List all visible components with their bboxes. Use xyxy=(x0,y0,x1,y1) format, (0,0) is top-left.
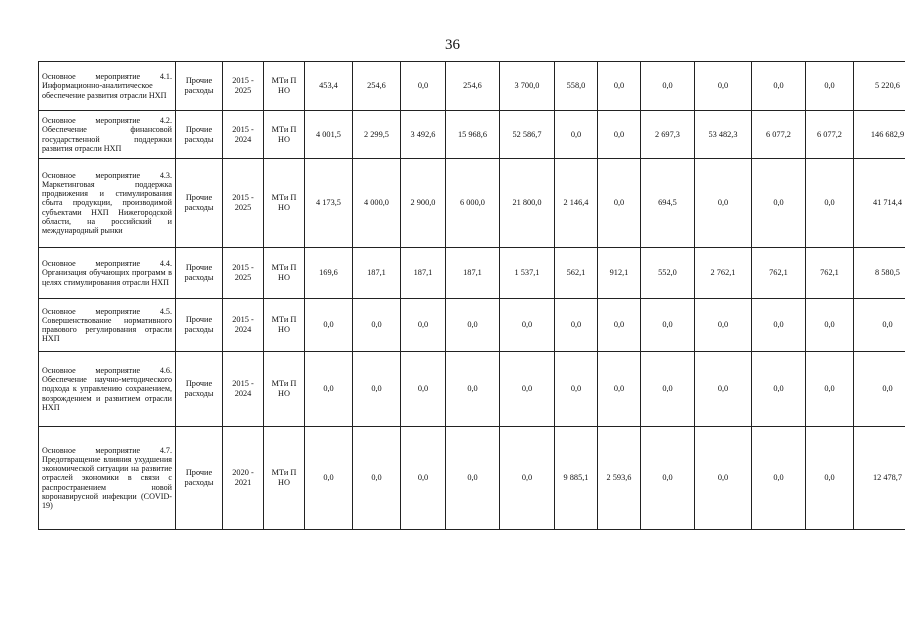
year-value-cell: 0,0 xyxy=(752,159,806,248)
expense-type-cell: Прочие расходы xyxy=(176,352,223,427)
activity-description: Основное мероприятие 4.7. Предотвращение влияния ухудшения экономической ситуации на развитие отраслей экономики в связи с распространением новой коронавирусной инфекции (COVID-19) xyxy=(39,427,176,530)
total-value-cell: 146 682,9 xyxy=(854,111,905,159)
year-value-cell: 0,0 xyxy=(353,299,401,352)
year-value-cell: 694,5 xyxy=(641,159,695,248)
year-value-cell: 562,1 xyxy=(555,248,598,299)
total-value-cell: 41 714,4 xyxy=(854,159,905,248)
executor-cell: МТи П НО xyxy=(264,111,305,159)
year-value-cell: 0,0 xyxy=(555,111,598,159)
year-value-cell: 21 800,0 xyxy=(500,159,555,248)
year-value-cell: 0,0 xyxy=(446,352,500,427)
year-value-cell: 0,0 xyxy=(598,159,641,248)
year-value-cell: 0,0 xyxy=(598,62,641,111)
expense-type-cell: Прочие расходы xyxy=(176,159,223,248)
year-value-cell: 0,0 xyxy=(500,352,555,427)
year-value-cell: 0,0 xyxy=(752,62,806,111)
year-value-cell: 0,0 xyxy=(641,62,695,111)
year-value-cell: 254,6 xyxy=(446,62,500,111)
year-value-cell: 15 968,6 xyxy=(446,111,500,159)
year-value-cell: 0,0 xyxy=(500,299,555,352)
year-value-cell: 0,0 xyxy=(401,299,446,352)
year-value-cell: 0,0 xyxy=(446,299,500,352)
year-value-cell: 912,1 xyxy=(598,248,641,299)
year-value-cell: 453,4 xyxy=(305,62,353,111)
year-value-cell: 6 000,0 xyxy=(446,159,500,248)
year-value-cell: 0,0 xyxy=(555,352,598,427)
year-value-cell: 6 077,2 xyxy=(752,111,806,159)
year-value-cell: 0,0 xyxy=(598,299,641,352)
expense-type-cell: Прочие расходы xyxy=(176,248,223,299)
table-row xyxy=(39,159,905,248)
year-value-cell: 53 482,3 xyxy=(695,111,752,159)
page-number: 36 xyxy=(445,37,460,53)
year-value-cell: 0,0 xyxy=(598,111,641,159)
year-value-cell: 0,0 xyxy=(353,352,401,427)
year-value-cell: 1 537,1 xyxy=(500,248,555,299)
year-value-cell: 187,1 xyxy=(353,248,401,299)
year-value-cell: 0,0 xyxy=(305,299,353,352)
year-value-cell: 0,0 xyxy=(641,299,695,352)
year-value-cell: 187,1 xyxy=(401,248,446,299)
total-value-cell: 12 478,7 xyxy=(854,427,905,530)
activity-description: Основное мероприятие 4.2. Обеспечение финансовой государственной поддержки развития отрасли НХП xyxy=(39,111,176,159)
year-value-cell: 762,1 xyxy=(752,248,806,299)
year-value-cell: 0,0 xyxy=(695,427,752,530)
year-value-cell: 0,0 xyxy=(446,427,500,530)
year-value-cell: 0,0 xyxy=(305,352,353,427)
period-cell: 2020 - 2021 xyxy=(223,427,264,530)
table-row xyxy=(39,352,905,427)
executor-cell: МТи П НО xyxy=(264,62,305,111)
year-value-cell: 0,0 xyxy=(641,352,695,427)
year-value-cell: 187,1 xyxy=(446,248,500,299)
executor-cell: МТи П НО xyxy=(264,299,305,352)
year-value-cell: 4 001,5 xyxy=(305,111,353,159)
year-value-cell: 0,0 xyxy=(695,159,752,248)
activity-description: Основное мероприятие 4.5. Совершенствование нормативного правового регулирования отрасли НХП xyxy=(39,299,176,352)
period-cell: 2015 - 2024 xyxy=(223,299,264,352)
year-value-cell: 0,0 xyxy=(806,62,854,111)
table-row xyxy=(39,111,905,159)
activity-description: Основное мероприятие 4.6. Обеспечение научно-методического подхода к управлению сохранением, возрождением и развитием отрасли НХП xyxy=(39,352,176,427)
year-value-cell: 0,0 xyxy=(401,62,446,111)
year-value-cell: 0,0 xyxy=(641,427,695,530)
year-value-cell: 762,1 xyxy=(806,248,854,299)
activity-description: Основное мероприятие 4.3. Маркетинговая поддержка продвижения и стимулирования сбыта продукции, производимой субъектами НХП Нижегородской области, на российский и международный рынки xyxy=(39,159,176,248)
expense-type-cell: Прочие расходы xyxy=(176,427,223,530)
year-value-cell: 2 299,5 xyxy=(353,111,401,159)
year-value-cell: 0,0 xyxy=(806,299,854,352)
year-value-cell: 0,0 xyxy=(353,427,401,530)
period-cell: 2015 - 2025 xyxy=(223,248,264,299)
year-value-cell: 0,0 xyxy=(752,299,806,352)
total-value-cell: 0,0 xyxy=(854,352,905,427)
year-value-cell: 2 593,6 xyxy=(598,427,641,530)
year-value-cell: 3 492,6 xyxy=(401,111,446,159)
year-value-cell: 0,0 xyxy=(806,427,854,530)
year-value-cell: 0,0 xyxy=(695,352,752,427)
year-value-cell: 0,0 xyxy=(401,352,446,427)
year-value-cell: 169,6 xyxy=(305,248,353,299)
budget-table xyxy=(38,61,905,530)
total-value-cell: 5 220,6 xyxy=(854,62,905,111)
year-value-cell: 0,0 xyxy=(598,352,641,427)
year-value-cell: 4 173,5 xyxy=(305,159,353,248)
year-value-cell: 0,0 xyxy=(695,299,752,352)
table-row xyxy=(39,62,905,111)
year-value-cell: 552,0 xyxy=(641,248,695,299)
year-value-cell: 6 077,2 xyxy=(806,111,854,159)
year-value-cell: 0,0 xyxy=(555,299,598,352)
year-value-cell: 3 700,0 xyxy=(500,62,555,111)
activity-description: Основное мероприятие 4.4. Организация обучающих программ в целях стимулирования отрасли НХП xyxy=(39,248,176,299)
executor-cell: МТи П НО xyxy=(264,248,305,299)
year-value-cell: 0,0 xyxy=(806,352,854,427)
executor-cell: МТи П НО xyxy=(264,159,305,248)
table-body xyxy=(39,62,905,530)
period-cell: 2015 - 2024 xyxy=(223,111,264,159)
executor-cell: МТи П НО xyxy=(264,427,305,530)
total-value-cell: 8 580,5 xyxy=(854,248,905,299)
total-value-cell: 0,0 xyxy=(854,299,905,352)
year-value-cell: 2 900,0 xyxy=(401,159,446,248)
year-value-cell: 4 000,0 xyxy=(353,159,401,248)
period-cell: 2015 - 2025 xyxy=(223,159,264,248)
year-value-cell: 558,0 xyxy=(555,62,598,111)
period-cell: 2015 - 2024 xyxy=(223,352,264,427)
table-row xyxy=(39,248,905,299)
year-value-cell: 0,0 xyxy=(695,62,752,111)
year-value-cell: 52 586,7 xyxy=(500,111,555,159)
expense-type-cell: Прочие расходы xyxy=(176,299,223,352)
expense-type-cell: Прочие расходы xyxy=(176,62,223,111)
year-value-cell: 2 146,4 xyxy=(555,159,598,248)
year-value-cell: 9 885,1 xyxy=(555,427,598,530)
year-value-cell: 0,0 xyxy=(752,427,806,530)
year-value-cell: 0,0 xyxy=(401,427,446,530)
year-value-cell: 2 762,1 xyxy=(695,248,752,299)
year-value-cell: 0,0 xyxy=(305,427,353,530)
period-cell: 2015 - 2025 xyxy=(223,62,264,111)
year-value-cell: 0,0 xyxy=(752,352,806,427)
year-value-cell: 0,0 xyxy=(500,427,555,530)
executor-cell: МТи П НО xyxy=(264,352,305,427)
year-value-cell: 2 697,3 xyxy=(641,111,695,159)
expense-type-cell: Прочие расходы xyxy=(176,111,223,159)
table-row xyxy=(39,427,905,530)
table-row xyxy=(39,299,905,352)
activity-description: Основное мероприятие 4.1. Информационно-аналитическое обеспечение развития отрасли НХП xyxy=(39,62,176,111)
year-value-cell: 0,0 xyxy=(806,159,854,248)
year-value-cell: 254,6 xyxy=(353,62,401,111)
